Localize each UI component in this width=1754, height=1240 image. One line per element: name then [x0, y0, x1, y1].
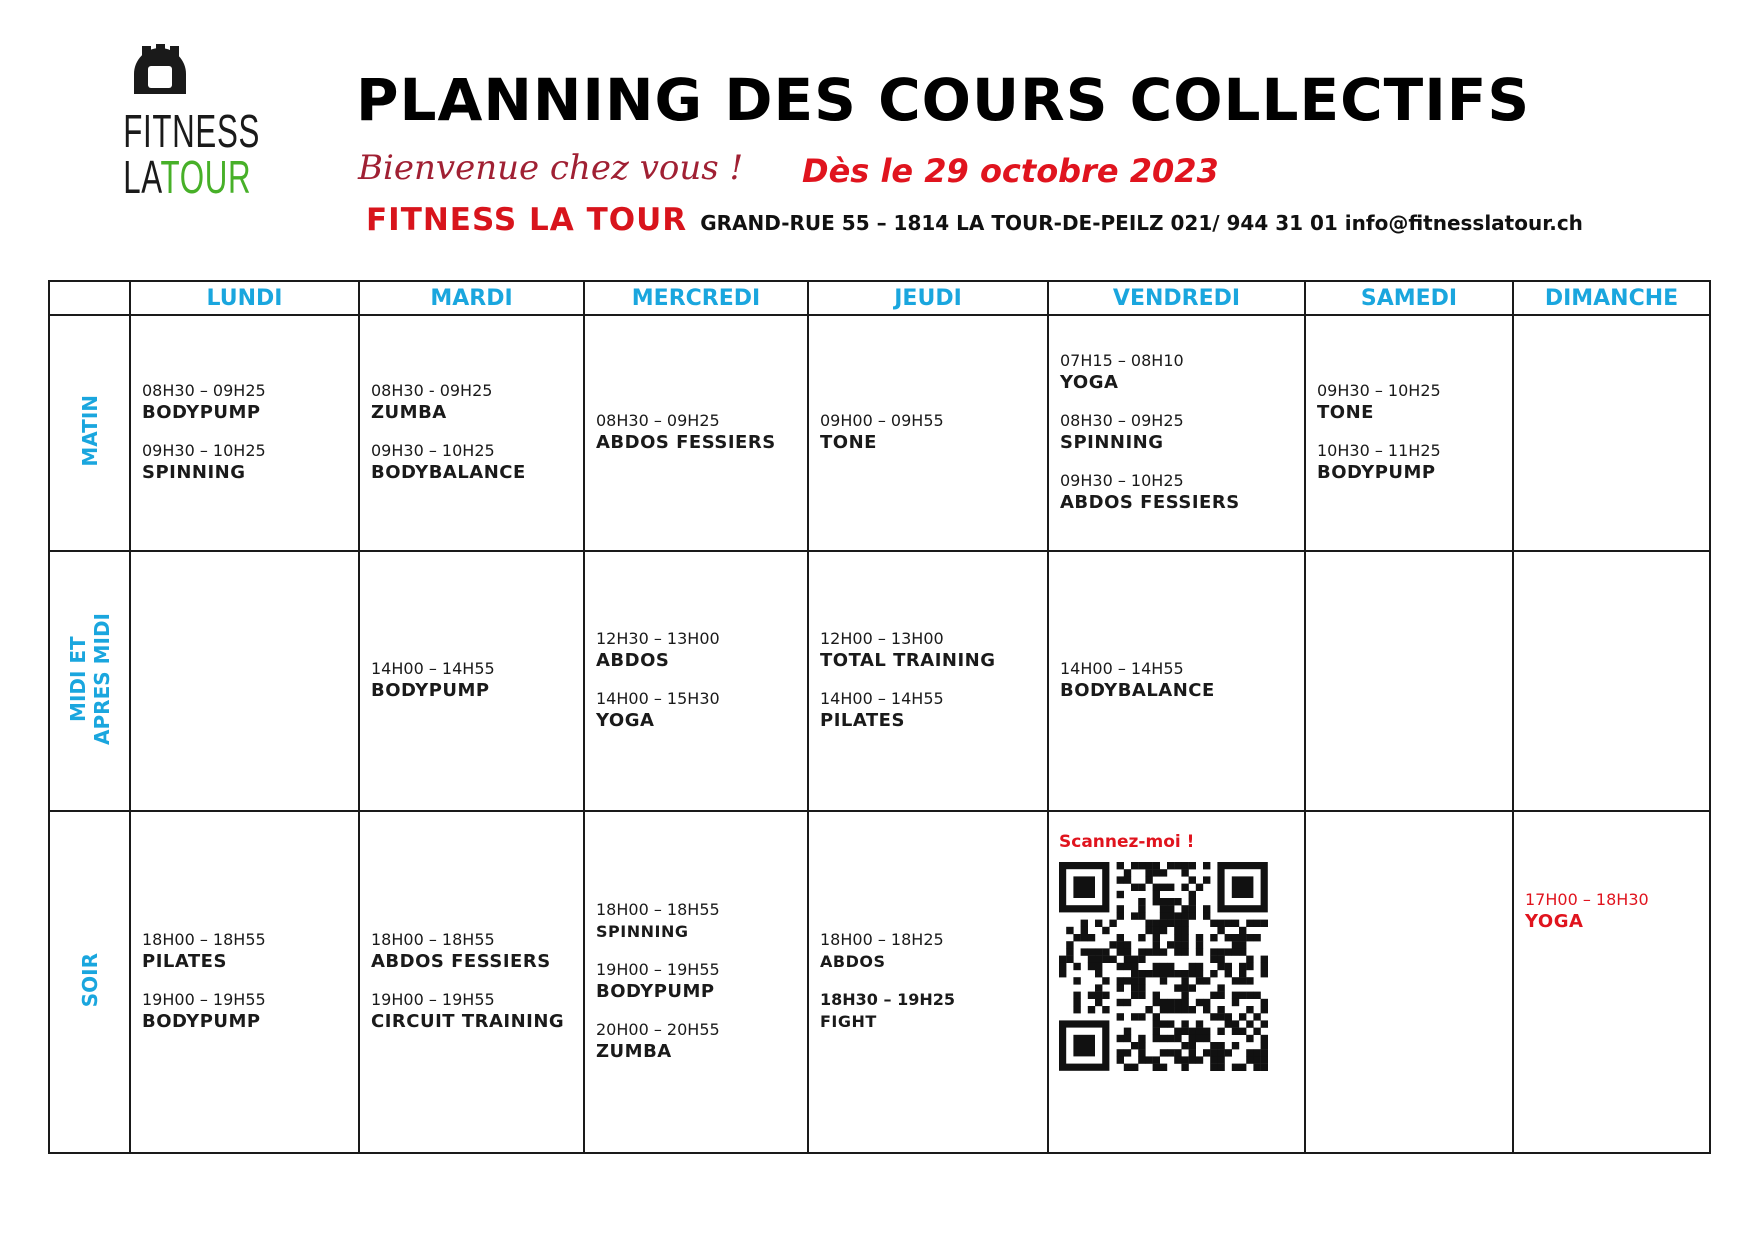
class-session	[596, 629, 797, 673]
session-time: 08H30 – 09H25	[1060, 411, 1184, 430]
class-session	[371, 441, 573, 485]
period-label-cell	[49, 315, 130, 551]
tower-icon	[128, 44, 192, 96]
class-session	[596, 1020, 797, 1064]
session-course: PILATES	[820, 710, 905, 731]
session-time: 09H30 – 10H25	[1317, 381, 1441, 400]
period-label: SOIR	[77, 952, 102, 1008]
session-course: ABDOS	[820, 952, 886, 971]
schedule-cell	[1048, 551, 1305, 811]
session-course: SPINNING	[596, 922, 689, 941]
class-session	[371, 381, 573, 425]
class-session	[820, 629, 1037, 673]
session-time: 14H00 – 14H55	[820, 689, 944, 708]
session-time: 10H30 – 11H25	[1317, 441, 1441, 460]
day-header-jeudi: JEUDI	[808, 281, 1048, 315]
session-time: 18H00 – 18H25	[820, 930, 944, 949]
qr-code-icon[interactable]	[1059, 862, 1268, 1071]
schedule-cell	[1305, 551, 1513, 811]
schedule-cell	[359, 315, 584, 551]
page-title: PLANNING DES COURS COLLECTIFS	[356, 66, 1531, 134]
session-time: 17H00 – 18H30	[1525, 890, 1649, 909]
session-time: 20H00 – 20H55	[596, 1020, 720, 1039]
class-session	[820, 930, 1037, 974]
session-course: YOGA	[1525, 911, 1584, 932]
class-session	[1317, 381, 1502, 425]
session-time: 19H00 – 19H55	[596, 960, 720, 979]
schedule-cell	[808, 315, 1048, 551]
session-time: 18H00 – 18H55	[596, 900, 720, 919]
session-time: 12H00 – 13H00	[820, 629, 944, 648]
class-session	[1060, 351, 1294, 395]
schedule-cell	[808, 551, 1048, 811]
session-course: BODYPUMP	[142, 1011, 261, 1032]
class-session	[820, 990, 1037, 1034]
qr-label: Scannez-moi !	[1059, 832, 1195, 852]
schedule-cell	[584, 315, 808, 551]
period-row	[49, 811, 1710, 1153]
class-session	[596, 960, 797, 1004]
session-course: BODYPUMP	[1317, 462, 1436, 483]
class-session	[142, 930, 348, 974]
session-time: 07H15 – 08H10	[1060, 351, 1184, 370]
session-course: BODYBALANCE	[371, 462, 526, 483]
class-session	[1060, 411, 1294, 455]
class-session	[1317, 441, 1502, 485]
day-header-samedi: SAMEDI	[1305, 281, 1513, 315]
day-header-mardi: MARDI	[359, 281, 584, 315]
period-row	[49, 315, 1710, 551]
session-time: 14H00 – 14H55	[371, 659, 495, 678]
session-time: 14H00 – 14H55	[1060, 659, 1184, 678]
contact-line	[366, 202, 1583, 238]
class-session	[596, 900, 797, 944]
class-session	[142, 990, 348, 1034]
schedule-cell	[359, 811, 584, 1153]
session-time: 09H30 – 10H25	[142, 441, 266, 460]
session-course: BODYPUMP	[596, 981, 715, 1002]
club-address: GRAND-RUE 55 – 1814 LA TOUR-DE-PEILZ 021/ 944 31 01 info@fitnesslatour.ch	[700, 211, 1583, 235]
session-course: FIGHT	[820, 1012, 877, 1031]
session-course: BODYPUMP	[371, 680, 490, 701]
day-header-row	[49, 281, 1710, 315]
session-course: SPINNING	[1060, 432, 1164, 453]
club-name: FITNESS LA TOUR	[366, 202, 688, 238]
period-label-cell	[49, 551, 130, 811]
session-time: 18H30 – 19H25	[820, 990, 955, 1009]
schedule-cell	[808, 811, 1048, 1153]
session-course: PILATES	[142, 951, 227, 972]
schedule-cell	[1305, 811, 1513, 1153]
period-label: MATIN	[77, 395, 102, 467]
session-course: ABDOS FESSIERS	[371, 951, 551, 972]
corner-cell	[49, 281, 130, 315]
session-course: SPINNING	[142, 462, 246, 483]
day-header-lundi: LUNDI	[130, 281, 359, 315]
class-session	[371, 659, 573, 703]
schedule-cell	[1513, 811, 1710, 1153]
session-course: TONE	[1317, 402, 1374, 423]
class-session	[820, 411, 1037, 455]
class-session	[1060, 471, 1294, 515]
schedule-cell	[584, 811, 808, 1153]
session-course: ABDOS FESSIERS	[1060, 492, 1240, 513]
schedule-cell	[130, 551, 359, 811]
schedule-cell	[130, 811, 359, 1153]
schedule-cell	[1513, 551, 1710, 811]
class-session	[1060, 659, 1294, 703]
schedule-cell	[1305, 315, 1513, 551]
session-time: 08H30 – 09H25	[142, 381, 266, 400]
session-time: 12H30 – 13H00	[596, 629, 720, 648]
session-time: 14H00 – 15H30	[596, 689, 720, 708]
session-course: YOGA	[596, 710, 655, 731]
period-row	[49, 551, 1710, 811]
session-course: TONE	[820, 432, 877, 453]
period-label: MIDI ET APRES MIDI	[65, 613, 114, 745]
session-time: 19H00 – 19H55	[142, 990, 266, 1009]
session-time: 09H30 – 10H25	[1060, 471, 1184, 490]
welcome-text: Bienvenue chez vous !	[358, 148, 744, 188]
schedule-table	[48, 280, 1711, 1154]
session-time: 18H00 – 18H55	[142, 930, 266, 949]
session-time: 08H30 - 09H25	[371, 381, 493, 400]
session-course: ABDOS	[596, 650, 670, 671]
class-session	[1525, 890, 1699, 934]
class-session	[371, 930, 573, 974]
class-session	[596, 411, 797, 455]
schedule-cell	[130, 315, 359, 551]
class-session	[820, 689, 1037, 733]
session-course: YOGA	[1060, 372, 1119, 393]
session-course: BODYPUMP	[142, 402, 261, 423]
schedule-cell	[584, 551, 808, 811]
session-time: 09H30 – 10H25	[371, 441, 495, 460]
day-header-vendredi: VENDREDI	[1048, 281, 1305, 315]
session-course: ZUMBA	[596, 1041, 672, 1062]
day-header-mercredi: MERCREDI	[584, 281, 808, 315]
logo-latour-text: LATOUR	[123, 151, 252, 203]
session-time: 19H00 – 19H55	[371, 990, 495, 1009]
session-time: 18H00 – 18H55	[371, 930, 495, 949]
class-session	[142, 381, 348, 425]
session-course: ZUMBA	[371, 402, 447, 423]
schedule-cell	[1048, 811, 1305, 1153]
schedule-cell	[1048, 315, 1305, 551]
schedule-cell	[359, 551, 584, 811]
session-time: 09H00 – 09H55	[820, 411, 944, 430]
class-session	[596, 689, 797, 733]
start-date-text: Dès le 29 octobre 2023	[802, 152, 1219, 190]
session-time: 08H30 – 09H25	[596, 411, 720, 430]
class-session	[371, 990, 573, 1034]
session-course: TOTAL TRAINING	[820, 650, 996, 671]
session-course: BODYBALANCE	[1060, 680, 1215, 701]
day-header-dimanche: DIMANCHE	[1513, 281, 1710, 315]
fitness-la-tour-logo	[104, 44, 261, 214]
class-session	[142, 441, 348, 485]
session-course: CIRCUIT TRAINING	[371, 1011, 565, 1032]
period-label-cell	[49, 811, 130, 1153]
session-course: ABDOS FESSIERS	[596, 432, 776, 453]
logo-fitness-text: FITNESS	[123, 105, 261, 157]
schedule-cell	[1513, 315, 1710, 551]
